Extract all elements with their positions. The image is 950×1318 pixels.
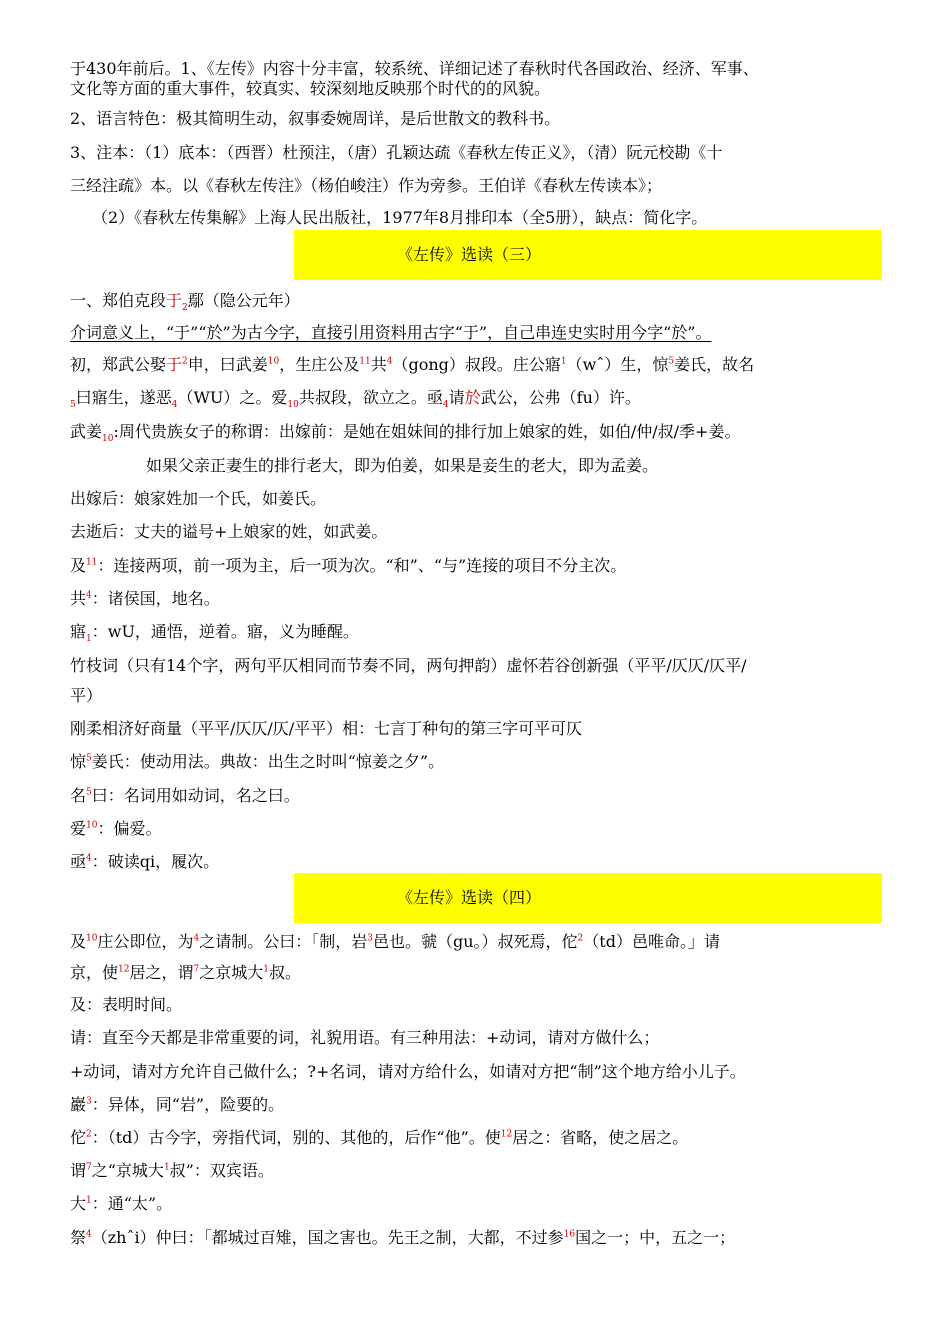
text-line: 祭$^4$（zhˆi）仲曰：「都城过百雉，国之害也。先王之制，大都，不过参$^{16}$国之一；中，五之一；: [70, 1228, 736, 1247]
text-line: 文化等方面的重大事件，较真实、较深刻地反映那个时代的的风貌。: [70, 79, 551, 98]
note-line: 共$^4$：诸侯国，地名。: [70, 589, 220, 608]
section-title: 《左传》选读（四）: [397, 888, 542, 907]
note-line: 亟$^4$：破读qi，履次。: [70, 852, 220, 871]
note-line: 如果父亲正妻生的排行老大，即为伯姜，如果是妾生的老大，即为孟姜。: [146, 456, 659, 475]
text-line: 及$^{10}$庄公即位，为$^4$之请制。公曰：「制，岩$^3$邑也。虢（gu。）叔死焉，佗$^2$（td）邑唯命。」请: [70, 932, 720, 951]
note-line: 平）: [70, 686, 103, 705]
note-line: 请：直至今天都是非常重要的词，礼貌用语。有三种用法：+动词，请对方做什么；: [70, 1028, 660, 1047]
note-line: 爱$^{10}$：偏爱。: [70, 819, 162, 838]
text-line: $_5$曰寤生，遂恶$_4$（WU）之。爱$_{10}$共叔段，欲立之。亟$_4$请於武公，公弗（fu）许。: [70, 388, 641, 409]
article-title: 一、郑伯克段于$_2$鄢（隐公元年）: [70, 291, 300, 312]
note-line: +动词，请对方允许自己做什么；?+名词，请对方给什么，如请对方把“制”这个地方给小儿子。: [70, 1062, 746, 1081]
note-line: 去逝后：丈夫的谥号+上娘家的姓，如武姜。: [70, 522, 388, 541]
text-line: 初，郑武公娶于$^2$申，曰武姜$^{10}$，生庄公及$^{11}$共$^4$（gong）叔段。庄公寤$^1$（wˆ）生，惊$^5$姜氏，故名: [70, 355, 755, 374]
note-line: 巖$^3$：异体，同“岩”，险要的。: [70, 1095, 285, 1114]
note-line: 武姜$_{10}$:周代贵族女子的称谓：出嫁前：是她在姐妹间的排行加上娘家的姓，如伯/仲/叔/季+姜。: [70, 422, 741, 443]
note-line: 寤$_1$：wU，通悟，逆着。寤，义为睡醒。: [70, 622, 359, 643]
note-line: 及$^{11}$：连接两项，前一项为主，后一项为次。“和”、“与”连接的项目不分主次。: [70, 556, 627, 575]
section-title: 《左传》选读（三）: [397, 245, 542, 264]
text-line: 于430年前后。1、《左传》内容十分丰富，较系统、详细记述了春秋时代各国政治、经济、军事、: [70, 59, 759, 78]
text-line: 三经注疏》本。以《春秋左传注》（杨伯峻注）作为旁参。王伯详《春秋左传读本》；: [70, 176, 663, 195]
text-line: （2）《春秋左传集解》上海人民出版社，1977年8月排印本（全5册），缺点：简化字。: [92, 208, 708, 227]
section-banner-4: [294, 873, 882, 923]
underlined-note: 介词意义上，“于”“於”为古今字，直接引用资料用古字“于”，自己串连史实时用今字“於”。: [70, 323, 712, 342]
note-line: 及：表明时间。: [70, 995, 183, 1014]
text-line: 京，使$^{12}$居之，谓$^7$之京城大$^1$叔。: [70, 963, 301, 982]
note-line: 大$^1$：通“太”。: [70, 1194, 173, 1213]
note-line: 惊$^5$姜氏：使动用法。典故：出生之时叫“惊姜之夕”。: [70, 752, 445, 771]
text-line: 2、语言特色：极其简明生动，叙事委婉周详，是后世散文的教科书。: [70, 109, 561, 128]
note-line: 竹枝词（只有14个字，两句平仄相同而节奏不同，两句押韵）虚怀若谷创新强（平平/仄仄/仄平/: [70, 656, 747, 675]
text-line: 3、注本：（1）底本：（西晋）杜预注，（唐）孔颖达疏《春秋左传正义》，（清）阮元校勘《十: [70, 143, 723, 162]
note-line: 佗$^2$：（td）古今字，旁指代词，别的、其他的，后作“他”。使$^{12}$居之：省略，使之居之。: [70, 1128, 689, 1147]
note-line: 名$^5$曰：名词用如动词，名之曰。: [70, 786, 300, 805]
note-line: 谓$^7$之“京城大$^1$叔”：双宾语。: [70, 1161, 274, 1180]
section-banner-3: [294, 230, 882, 280]
note-line: 刚柔相济好商量（平平/仄仄/仄/平平）相：七言丁种句的第三字可平可仄: [70, 719, 583, 738]
note-line: 出嫁后：娘家姓加一个氏，如姜氏。: [70, 489, 327, 508]
